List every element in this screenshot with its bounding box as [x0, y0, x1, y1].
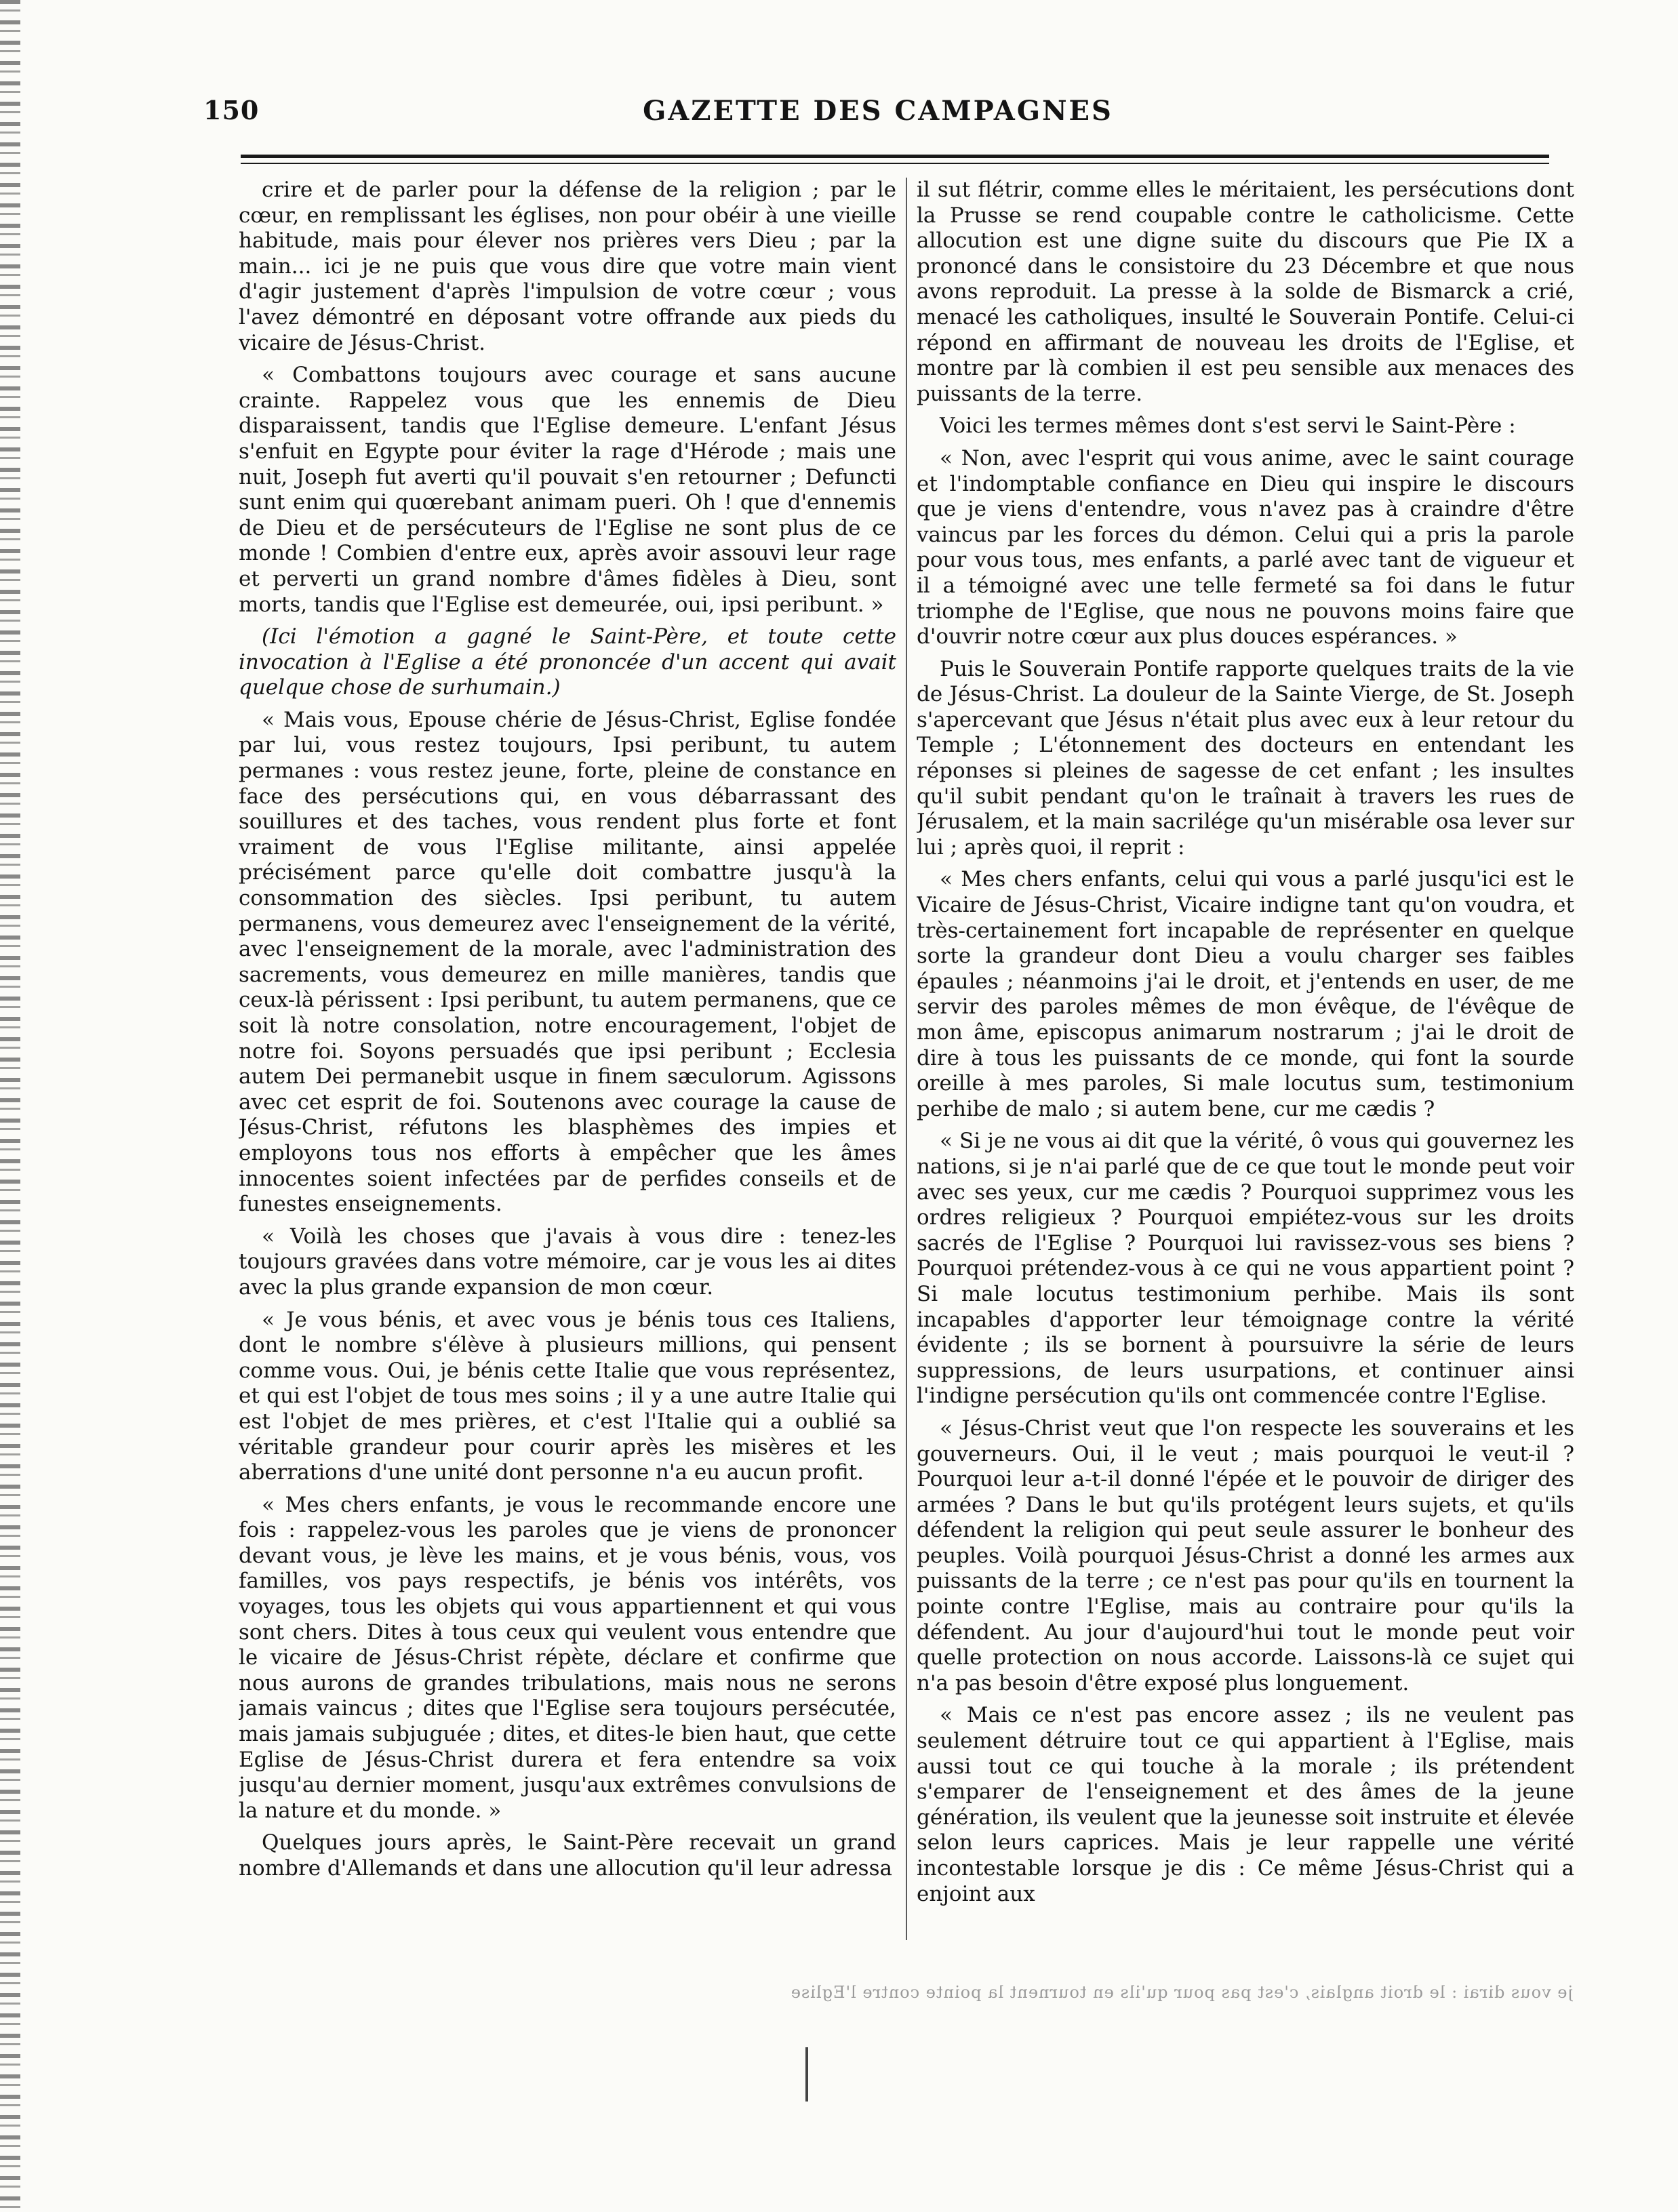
fold-mark — [805, 2047, 808, 2102]
paragraph: « Mais ce n'est pas encore assez ; ils ne veulent pas seulement détruire tout ce qui appartient à l'Eglise, mais aussi tout ce qui touche à la morale ; ils prétendent s'emparer de l'enseignement et des âmes de la jeune génération, ils veulent que la jeunesse soit instruite et élevée selon leurs caprices. Mais je leur rappelle une vérité incontestable lorsque je dis : Ce même Jésus-Christ qui a enjoint aux — [917, 1703, 1574, 1906]
paragraph: « Voilà les choses que j'avais à vous dire : tenez-les toujours gravées dans votre mémoire, car je vous les ai dites avec la plus grande expansion de mon cœur. — [239, 1224, 896, 1300]
paragraph: Quelques jours après, le Saint-Père recevait un grand nombre d'Allemands et dans une allocution qu'il leur adressa — [239, 1830, 896, 1881]
paragraph: Voici les termes mêmes dont s'est servi le Saint-Père : — [940, 414, 1516, 439]
column-divider — [906, 178, 907, 1940]
paragraph: crire et de parler pour la défense de la religion ; par le cœur, en remplissant les églises, non pour obéir à une vieille habitude, mais pour élever nos prières vers Dieu ; par la main... ici je ne puis que vous dire que votre main vient d'agir justement d'après l'impulsion de votre cœur ; vous l'avez démontré en déposant votre offrande aux pieds du vicaire de Jésus-Christ. — [239, 178, 896, 355]
scanned-binding-edge — [0, 0, 20, 2212]
paragraph: « Jésus-Christ veut que l'on respecte les souverains et les gouverneurs. Oui, il le veut ; mais pourquoi le veut-il ? Pourquoi leur a-t-il donné l'épée et le pouvoir de diriger des armées ? Dans le but qu'ils protégent leurs sujets, et qu'ils défendent la religion qui peut seule assurer le bonheur des peuples. Voilà pourquoi Jésus-Christ a donné les armes aux puissants de la terre ; ce n'est pas pour qu'ils en tournent la pointe contre l'Eglise, mais au contraire pour qu'ils la défendent. Au jour d'aujourd'hui tout le monde peut voir quelle protection on nous accorde. Laissons-là ce sujet qui n'a pas besoin d'être exposé plus longuement. — [917, 1415, 1574, 1695]
paragraph: « Mes chers enfants, je vous le recommande encore une fois : rappelez-vous les paroles que je viens de prononcer devant vous, je lève les mains, et je vous bénis, vous, vos familles, vos pays respectifs, je bénis vos intérêts, vos voyages, tous les objets qui vous appartiennent et qui vous sont chers. Dites à tous ceux qui veulent vous entendre que le vicaire de Jésus-Christ répète, déclare et confirme que nous aurons de grandes tribulations, mais nous ne serons jamais vaincus ; dites que l'Eglise sera toujours persécutée, mais jamais subjuguée ; dites, et dites-le bien haut, que cette Eglise de Jésus-Christ durera et fera entendre sa voix jusqu'au dernier moment, jusqu'aux extrêmes convulsions de la nature et du monde. » — [239, 1492, 896, 1823]
paragraph: « Mes chers enfants, celui qui vous a parlé jusqu'ici est le Vicaire de Jésus-Christ, Vicaire indigne tant qu'on voudra, et très-certainement fort incapable de représenter en quelque sorte la grandeur dont Dieu a voulu charger ses faibles épaules ; néanmoins j'ai le droit, et j'entends en user, de me servir des paroles mêmes de mon évêque, de l'évêque de mon âme, episcopus animarum nostrarum ; j'ai le droit de dire à tous les puissants de ce monde, qui font la sourde oreille à mes paroles, Si male locutus sum, testimonium perhibe de malo ; si autem bene, cur me cædis ? — [917, 867, 1574, 1121]
paragraph: il sut flétrir, comme elles le méritaient, les persécutions dont la Prusse se rend coupable contre le catholicisme. Cette allocution est une digne suite du discours que Pie IX a prononcé dans le consistoire du 23 Décembre et que nous avons reproduit. La presse à la solde de Bismarck a crié, menacé les catholiques, insulté le Souverain Pontife. Celui-ci répond en affirmant de nouveau les droits de l'Eglise, et montre par là combien il est peu sensible aux menaces des puissants de la terre. — [917, 178, 1574, 406]
page-number: 150 — [203, 95, 260, 125]
header-rule-thick — [241, 155, 1549, 158]
page-header — [203, 95, 1553, 136]
journal-title: GAZETTE DES CAMPAGNES — [643, 95, 1113, 127]
paragraph: Puis le Souverain Pontife rapporte quelques traits de la vie de Jésus-Christ. La douleur de la Sainte Vierge, de St. Joseph s'apercevant que Jésus n'était plus avec eux à leur retour du Temple ; L'étonnement des docteurs en entendant les réponses si pleines de sagesse de cet enfant ; les insultes qu'il subit pendant qu'on le traînait à travers les rues de Jérusalem, et la main sacrilége qu'un misérable osa lever sur lui ; après quoi, il reprit : — [917, 656, 1574, 860]
header-rule-thin — [241, 163, 1549, 164]
paragraph: « Combattons toujours avec courage et sans aucune crainte. Rappelez vous que les ennemis de Dieu disparaissent, tandis que l'Eglise demeure. L'enfant Jésus s'enfuit en Egypte pour éviter la rage d'Hérode ; mais une nuit, Joseph fut averti qu'il pouvait s'en retourner ; Defuncti sunt enim qui quœrebant animam pueri. Oh ! que d'ennemis de Dieu et de persécuteurs de l'Eglise ne sont plus de ce monde ! Combien d'entre eux, après avoir assouvi leur rage et perverti un grand nombre d'âmes fidèles à Dieu, sont morts, tandis que l'Eglise est demeurée, oui, ipsi peribunt. » — [239, 363, 896, 617]
right-column — [917, 178, 1574, 1913]
paragraph: « Si je ne vous ai dit que la vérité, ô vous qui gouvernez les nations, si je n'ai parlé que de ce que tout le monde peut voir avec ses yeux, cur me cædis ? Pourquoi supprimez vous les ordres religieux ? Pourquoi empiétez-vous sur les droits sacrés de l'Eglise ? Pourquoi lui ravissez-vous ses biens ? Pourquoi prétendez-vous à ce qui ne vous appartient point ? Si male locutus testimonium perhibe. Mais ils sont incapables d'apporter leur témoignage contre la vérité évidente ; ils se bornent à poursuivre la série de leurs suppressions, de leurs usurpations, et continuer ainsi l'indigne persécution qu'ils ont commencée contre l'Eglise. — [917, 1129, 1574, 1409]
bleed-through-text: je vous dirai : le droit anglais, c'est pas pour qu'ils en tournent la pointe contre l'Eglise — [790, 1983, 1573, 2002]
paragraph: « Mais vous, Epouse chérie de Jésus-Christ, Eglise fondée par lui, vous restez toujours, Ipsi peribunt, tu autem permanes : vous restez jeune, forte, pleine de constance en face des persécutions qui, en vous débarrassant des souillures et des taches, vous rendent plus forte et font vraiment de vous l'Eglise militante, ainsi appelée précisément parce qu'elle doit combattre jusqu'à la consommation des siècles. Ipsi peribunt, tu autem permanens, vous demeurez avec l'enseignement de la vérité, avec l'enseignement de la morale, avec l'administration des sacrements, vous demeurez en mille manières, tandis que ceux-là périssent : Ipsi peribunt, tu autem permanens, que ce soit là notre consolation, notre encouragement, l'objet de notre foi. Soyons persuadés que ipsi peribunt ; Ecclesia autem Dei permanebit usque in finem sæculorum. Agissons avec cet esprit de foi. Soutenons avec courage la cause de Jésus-Christ, réfutons les blasphèmes des impies et employons tous nos efforts à empêcher que les âmes innocentes soient infectées par de perfides conseils et de funestes enseignements. — [239, 707, 896, 1217]
left-column — [239, 178, 896, 1913]
editorial-note: (Ici l'émotion a gagné le Saint-Père, et toute cette invocation à l'Eglise a été prononcée d'un accent qui avait quelque chose de surhumain.) — [239, 624, 896, 700]
paragraph: « Non, avec l'esprit qui vous anime, avec le saint courage et l'indomptable confiance en Dieu qui inspire le discours que je viens d'entendre, vous n'avez pas à craindre d'être vaincus par les forces du démon. Celui qui a pris la parole pour vous tous, mes enfants, a parlé avec tant de vigueur et il a témoigné avec une telle fermeté sa foi dans le futur triomphe de l'Eglise, que nous ne pouvons moins faire que d'ouvrir notre cœur aux plus douces espérances. » — [917, 445, 1574, 649]
paragraph: « Je vous bénis, et avec vous je bénis tous ces Italiens, dont le nombre s'élève à plusieurs millions, qui pensent comme vous. Oui, je bénis cette Italie que vous représentez, et qui est l'objet de tous mes soins ; il y a une autre Italie qui est l'objet de mes prières, et c'est l'Italie qui a oublié sa véritable grandeur pour courir après les misères et les aberrations d'une unité dont personne n'a eu aucun profit. — [239, 1307, 896, 1485]
